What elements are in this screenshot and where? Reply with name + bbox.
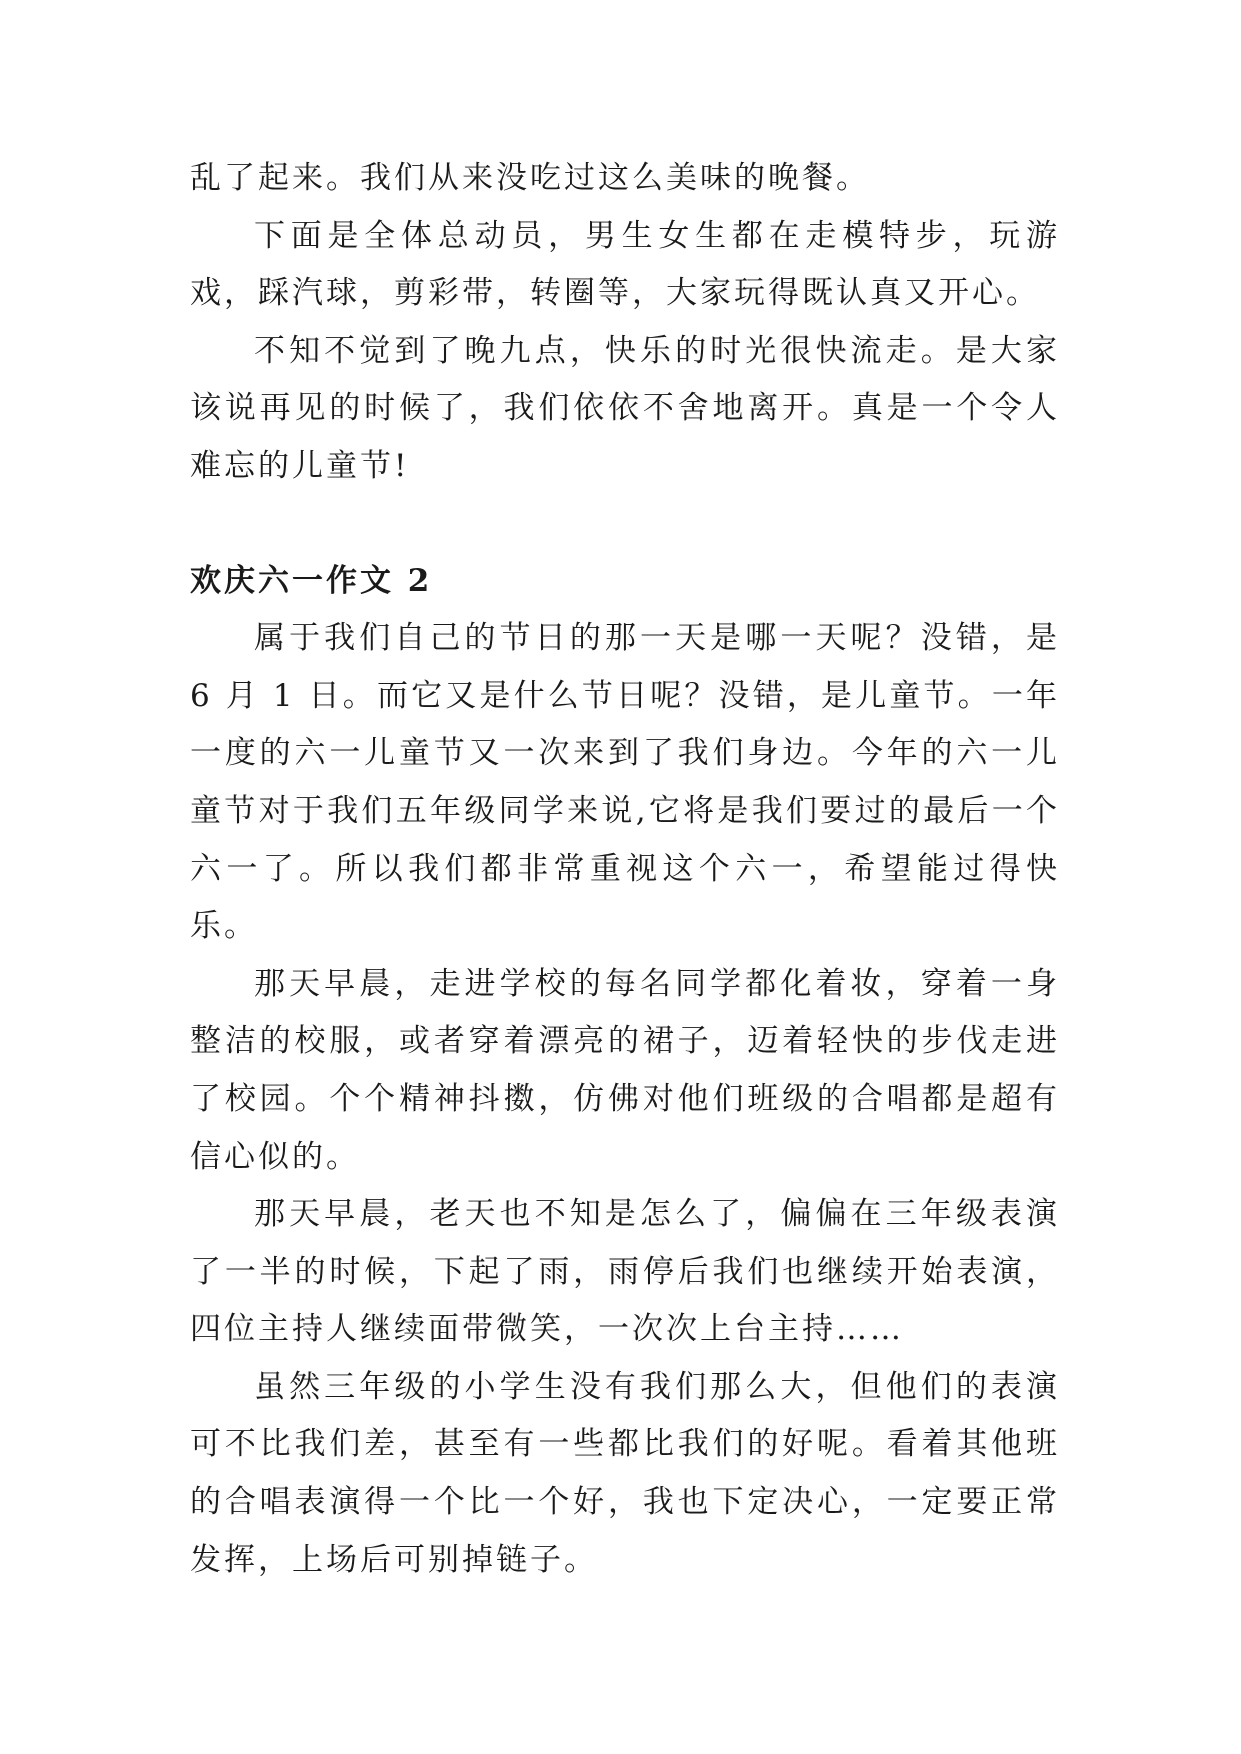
paragraph: 那天早晨，老天也不知是怎么了，偏偏在三年级表演了一半的时候，下起了雨，雨停后我们也继续开始表演，四位主持人继续面带微笑，一次次上台主持…… [190, 1196, 1060, 1348]
paragraph: 虽然三年级的小学生没有我们那么大，但他们的表演可不比我们差，甚至有一些都比我们的好呢。看着其他班的合唱表演得一个比一个好，我也下定决心，一定要正常发挥，上场后可别掉链子。 [190, 1368, 1060, 1578]
paragraph-continued: 乱了起来。我们从来没吃过这么美味的晚餐。 [190, 160, 870, 196]
paragraph: 下面是全体总动员，男生女生都在走模特步，玩游戏，踩汽球，剪彩带，转圈等，大家玩得既认真又开心。 [190, 217, 1060, 312]
section-title: 欢庆六一作文 2 [190, 562, 433, 599]
paragraph: 那天早晨，走进学校的每名同学都化着妆，穿着一身整洁的校服，或者穿着漂亮的裙子，迈着轻快的步伐走进了校园。个个精神抖擞，仿佛对他们班级的合唱都是超有信心似的。 [190, 965, 1060, 1175]
document-page [190, 150, 1060, 1589]
paragraph: 属于我们自己的节日的那一天是哪一天呢？没错，是 6 月 1 日。而它又是什么节日呢？没错，是儿童节。一年一度的六一儿童节又一次来到了我们身边。今年的六一儿童节对于我们五年级同学来说,它将是我们要过的最后一个六一了。所以我们都非常重视这个六一，希望能过得快乐。 [190, 620, 1060, 945]
paragraph: 不知不觉到了晚九点，快乐的时光很快流走。是大家该说再见的时候了，我们依依不舍地离开。真是一个令人难忘的儿童节! [190, 332, 1060, 484]
